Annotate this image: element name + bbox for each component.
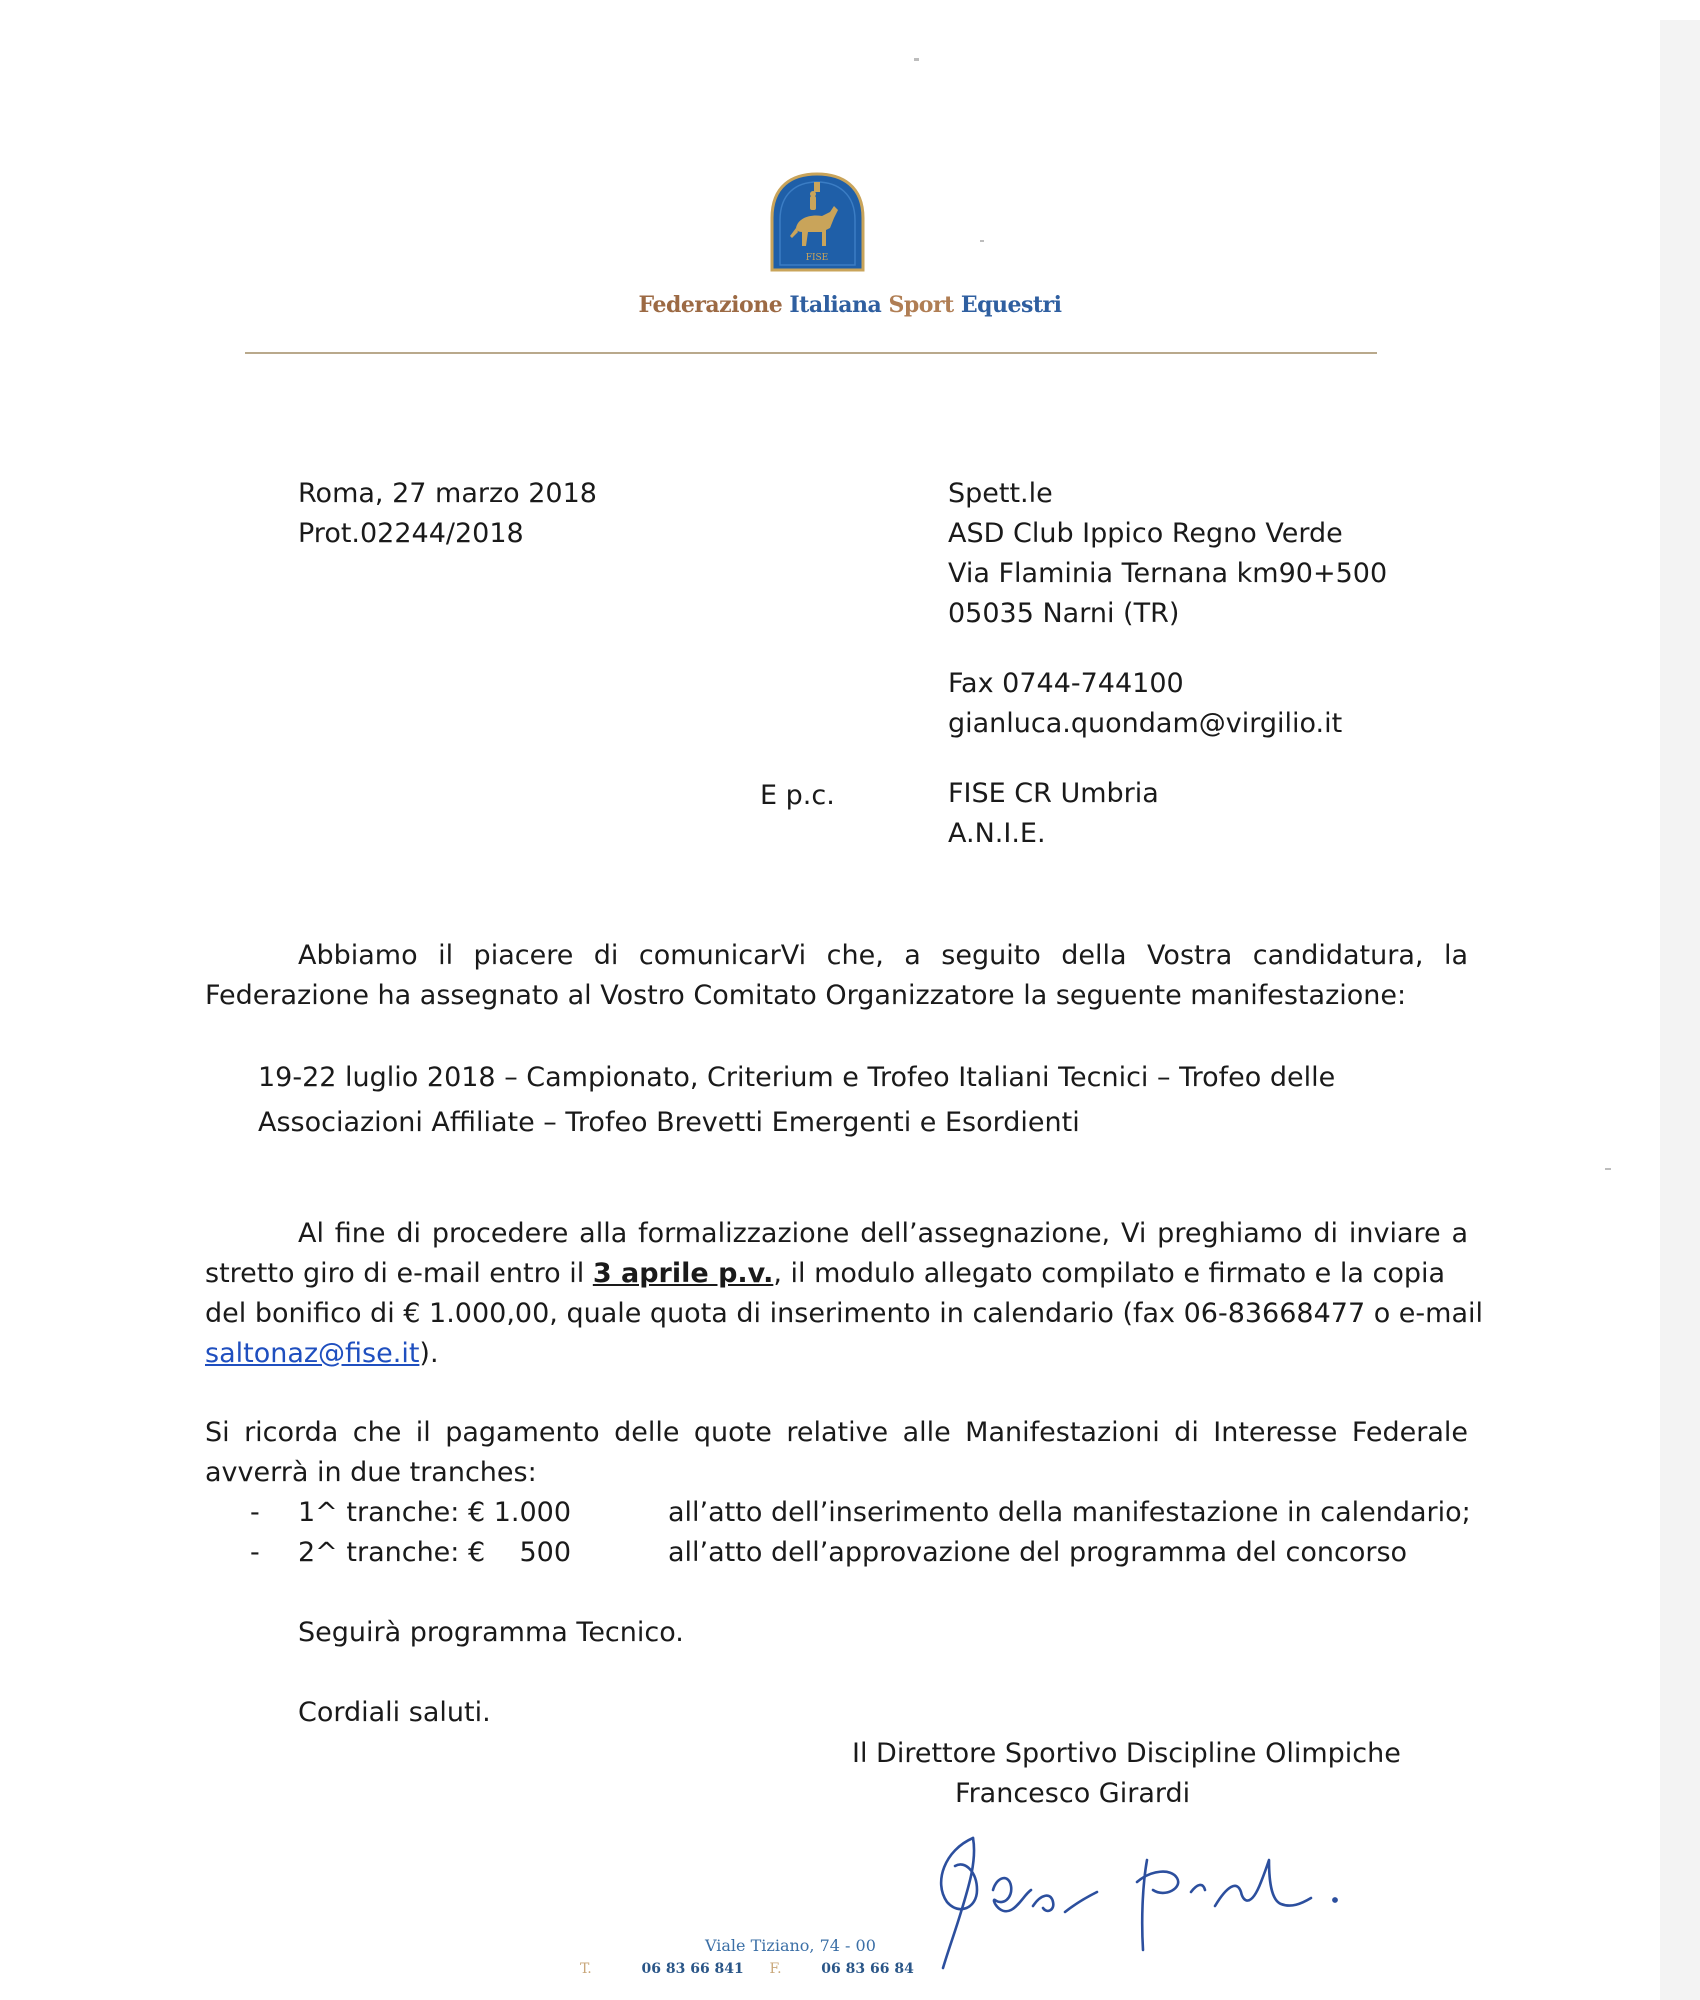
scan-speck (980, 240, 984, 242)
signatory-name: Francesco Girardi (955, 1778, 1191, 1809)
paragraph-2-end: ). (419, 1338, 439, 1369)
tranche-description: all’atto dell’inserimento della manifestazione in calendario; (668, 1497, 1471, 1528)
paragraph-2-text: stretto giro di e-mail entro il (205, 1258, 593, 1289)
fise-logo (760, 170, 875, 280)
recipient-salutation: Spett.le (948, 478, 1053, 509)
logo-text: FISE (805, 253, 829, 263)
paragraph-1-line-1: Abbiamo il piacere di comunicarVi che, a seguito della Vostra candidatura, la (298, 940, 1468, 971)
follow-up-note: Seguirà programma Tecnico. (298, 1617, 684, 1648)
paragraph-1-line-2: Federazione ha assegnato al Vostro Comitato Organizzatore la seguente manifestazione: (205, 980, 1407, 1011)
footer-phone: 06 83 66 841 (641, 1961, 744, 1977)
paragraph-2-line-3: del bonifico di € 1.000,00, quale quota di inserimento in calendario (fax 06-83668477 o e-mail (205, 1298, 1484, 1329)
org-name-part: Federazione (638, 292, 790, 318)
deadline-date: 3 aprile p.v. (592, 1258, 774, 1289)
event-line-2: Associazioni Affiliate – Trofeo Brevetti Emergenti e Esordienti (258, 1107, 1080, 1138)
tranche-amount: 2^ tranche: € 500 (298, 1537, 572, 1568)
event-line-1: 19-22 luglio 2018 – Campionato, Criterium e Trofeo Italiani Tecnici – Trofeo delle (258, 1062, 1336, 1093)
tranche-bullet: - (250, 1497, 260, 1528)
cc-label: E p.c. (760, 780, 835, 811)
recipient-fax: Fax 0744-744100 (948, 668, 1184, 699)
tranche-bullet: - (250, 1537, 260, 1568)
tranche-amount: 1^ tranche: € 1.000 (298, 1497, 572, 1528)
signatory-title: Il Direttore Sportivo Discipline Olimpiche (852, 1738, 1401, 1769)
header-rule (245, 352, 1377, 354)
fax-label: F. (769, 1961, 782, 1977)
paragraph-2-line-4 (205, 1338, 439, 1370)
tranche-description: all’atto dell’approvazione del programma del concorso (668, 1537, 1408, 1568)
footer-fax: 06 83 66 84 (821, 1961, 914, 1977)
cc-line-2: A.N.I.E. (948, 818, 1046, 849)
handwritten-signature (915, 1820, 1345, 1970)
organization-name (0, 292, 1700, 318)
footer-contacts (580, 1961, 914, 1977)
paragraph-3-line-1: Si ricorda che il pagamento delle quote relative alle Manifestazioni di Interesse Federale (205, 1417, 1468, 1448)
paragraph-2-line-1: Al fine di procedere alla formalizzazione dell’assegnazione, Vi preghiamo di inviare a (298, 1218, 1468, 1249)
place-date: Roma, 27 marzo 2018 (298, 478, 597, 509)
paragraph-3-line-2: avverrà in due tranches: (205, 1457, 537, 1488)
org-name-part: Italiana (789, 292, 889, 318)
cc-line-1: FISE CR Umbria (948, 778, 1159, 809)
closing-greeting: Cordiali saluti. (298, 1697, 491, 1728)
recipient-street: Via Flaminia Ternana km90+500 (948, 558, 1388, 589)
footer-address: Viale Tiziano, 74 - 00 (705, 1936, 876, 1955)
email-link[interactable]: saltonaz@fise.it (205, 1338, 420, 1369)
scan-speck (1605, 1168, 1611, 1170)
recipient-name: ASD Club Ippico Regno Verde (948, 518, 1343, 549)
org-name-part: Sport (888, 292, 961, 318)
paragraph-2-line-2 (205, 1258, 1445, 1290)
paragraph-2-text: , il modulo allegato compilato e firmato e la copia (773, 1258, 1446, 1289)
protocol-number: Prot.02244/2018 (298, 518, 524, 549)
org-name-part: Equestri (960, 292, 1062, 318)
scan-speck (914, 58, 919, 61)
recipient-email: gianluca.quondam@virgilio.it (948, 708, 1343, 739)
recipient-city: 05035 Narni (TR) (948, 598, 1180, 629)
phone-label: T. (580, 1961, 592, 1977)
